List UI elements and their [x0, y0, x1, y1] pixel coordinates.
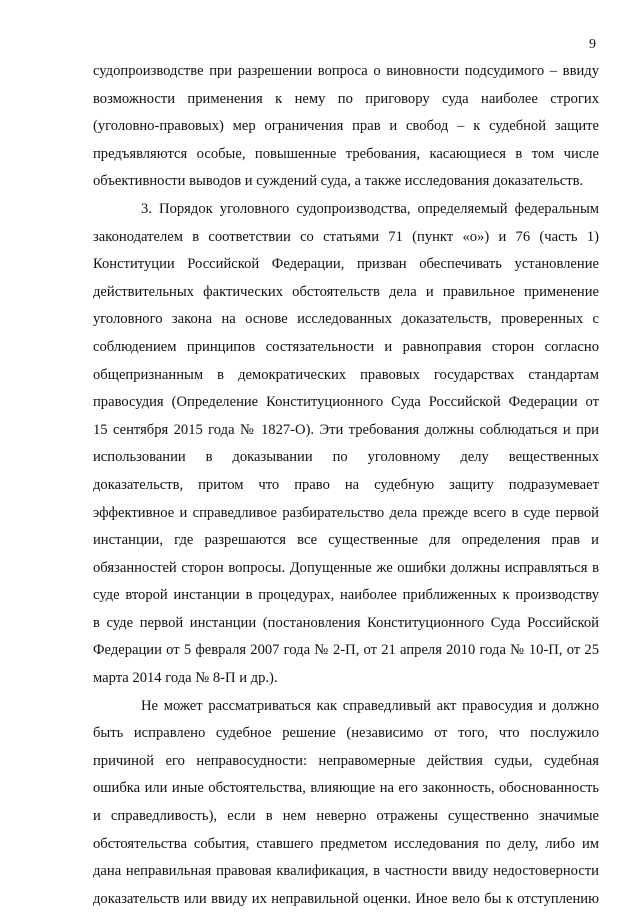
text-line: инстанции, где разрешаются все существенные для определения прав и	[93, 532, 599, 549]
text-line: Конституции Российской Федерации, призван обеспечивать установление	[93, 256, 599, 273]
text-line: быть исправлено судебное решение (независимо от того, что послужило	[93, 725, 599, 742]
text-line: использовании в доказывании по уголовному делу вещественных	[93, 449, 599, 466]
text-line: обязанностей сторон вопросы. Допущенные же ошибки должны исправляться в	[93, 559, 599, 576]
paragraph-1	[93, 58, 599, 196]
text-line: ошибка или иные обстоятельства, влияющие на его законность, обоснованность	[93, 780, 599, 797]
text-line: Не может рассматриваться как справедливый акт правосудия и должно	[141, 697, 599, 714]
text-line: 3. Порядок уголовного судопроизводства, определяемый федеральным	[141, 200, 599, 217]
text-line: предъявляются особые, повышенные требования, касающиеся в том числе	[93, 145, 599, 162]
paragraph-2	[93, 196, 599, 693]
text-line: общепризнанным в демократических правовых государствах стандартам	[93, 366, 599, 383]
text-line: суде второй инстанции в процедурах, наиболее приближенных к производству	[93, 587, 599, 604]
text-line: в суде первой инстанции (постановления Конституционного Суда Российской	[93, 614, 599, 631]
text-line: объективности выводов и суждений суда, а также исследования доказательств.	[93, 173, 584, 190]
text-line: (уголовно-правовых) мер ограничения прав и свобод – к судебной защите	[93, 118, 599, 135]
text-line: марта 2014 года № 8-П и др.).	[93, 670, 278, 687]
text-line: дана неправильная правовая квалификация, в частности ввиду недостоверности	[93, 863, 599, 880]
text-line: обстоятельства события, ставшего предметом исследования по делу, либо им	[93, 835, 599, 852]
page-number: 9	[589, 37, 596, 52]
text-line: уголовного закона на основе исследованных доказательств, проверенных с	[93, 311, 599, 328]
text-line: правосудия (Определение Конституционного Суда Российской Федерации от	[93, 394, 599, 411]
text-line: и справедливость), если в нем неверно отражены существенно значимые	[93, 808, 599, 825]
text-line: доказательств, притом что право на судебную защиту подразумевает	[93, 476, 599, 493]
text-line: судопроизводстве при разрешении вопроса о виновности подсудимого – ввиду	[93, 63, 599, 79]
text-line: 15 сентября 2015 года № 1827-О). Эти требования должны соблюдаться и при	[93, 421, 599, 438]
text-line: причиной его неправосудности: неправомерные действия судьи, судебная	[93, 752, 599, 769]
text-line: законодателем в соответствии со статьями 71 (пункт «о») и 76 (часть 1)	[93, 228, 599, 245]
text-line: возможности применения к нему по приговору суда наиболее строгих	[93, 90, 599, 107]
text-line: действительных фактических обстоятельств дела и правильное применение	[93, 283, 599, 300]
text-line: Федерации от 5 февраля 2007 года № 2-П, от 21 апреля 2010 года № 10-П, от 25	[93, 642, 599, 659]
text-line: доказательств или ввиду их неправильной оценки. Иное вело бы к отступлению	[93, 890, 599, 907]
text-line: эффективное и справедливое разбирательство дела прежде всего в суде первой	[93, 504, 599, 521]
document-body	[93, 58, 599, 913]
text-line: соблюдением принципов состязательности и равноправия сторон согласно	[93, 338, 599, 355]
paragraph-3	[93, 693, 599, 913]
